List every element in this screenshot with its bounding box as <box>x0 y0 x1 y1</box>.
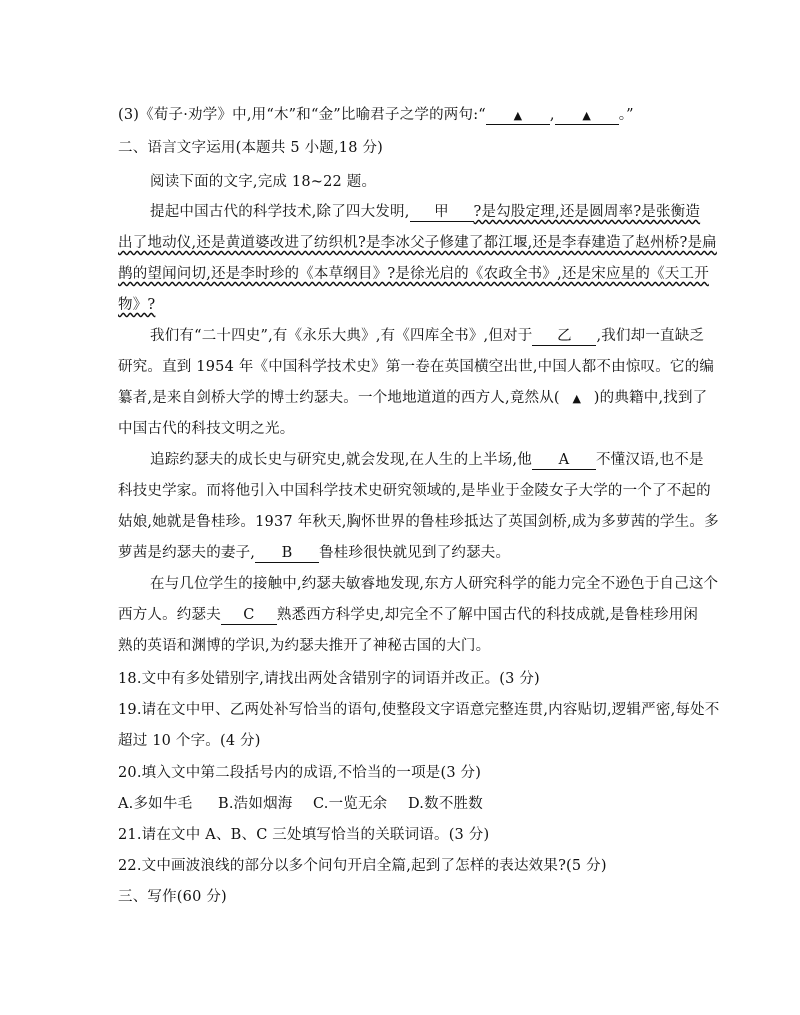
blank-jia: 甲 <box>410 204 474 222</box>
option-c: C.一览无余 <box>313 796 388 812</box>
question-20-options <box>118 794 703 814</box>
passage-p3-line-2: 科技史学家。而将他引入中国科学技术史研究领域的,是毕业于金陵女子大学的一个了不起的 <box>118 483 711 499</box>
q3-blank-1: ▲ <box>486 107 550 125</box>
q3-prefix: (3)《荀子·劝学》中,用“木”和“金”比喻君子之学的两句:“ <box>118 107 486 123</box>
question-19-line-1: 19.请在文中甲、乙两处补写恰当的语句,使整段文字语意完整连贯,内容贴切,逻辑严密,每处不 <box>118 702 720 718</box>
section-3-heading: 三、写作(60 分) <box>118 889 227 905</box>
passage-p3-line-3: 姑娘,她就是鲁桂珍。1937 年秋天,胸怀世界的鲁桂珍抵达了英国剑桥,成为多萝茜的学生。多 <box>118 514 719 530</box>
passage-p3-line-4: 萝茜是约瑟夫的妻子, B 鲁桂珍很快就见到了约瑟夫。 <box>118 545 511 561</box>
passage-p2-line-1: 我们有“二十四史”,有《永乐大典》,有《四库全书》,但对于 乙 ,我们却一直缺乏 <box>150 328 705 344</box>
passage-p1-line-2: 出了地动仪,还是黄道婆改进了纺织机?是李冰父子修建了都江堰,还是李春建造了赵州桥?是扁 <box>118 235 717 251</box>
question-22: 22.文中画波浪线的部分以多个问句开启全篇,起到了怎样的表达效果?(5 分) <box>118 858 607 874</box>
question-19-line-2: 超过 10 个字。(4 分) <box>118 733 261 749</box>
passage-p4-line-2: 西方人。约瑟夫 C 熟悉西方科学史,却完全不了解中国古代的科技成就,是鲁桂珍用闲 <box>118 607 699 623</box>
passage-p1-line-4: 物》? <box>118 297 156 313</box>
blank-yi: 乙 <box>532 328 596 346</box>
idiom-blank-marker: ▲ <box>572 392 582 405</box>
passage-p2-line-4: 中国古代的科技文明之光。 <box>118 421 295 437</box>
passage-p4-line-3: 熟的英语和渊博的学识,为约瑟夫推开了神秘古国的大门。 <box>118 638 491 654</box>
option-b: B.浩如烟海 <box>218 796 293 812</box>
question-20: 20.填入文中第二段括号内的成语,不恰当的一项是(3 分) <box>118 765 482 781</box>
passage-p4-line-1: 在与几位学生的接触中,约瑟夫敏睿地发现,东方人研究科学的能力完全不逊色于自己这个 <box>150 576 719 592</box>
option-a: A.多如牛毛 <box>118 796 193 812</box>
passage-p1-line-1: 提起中国古代的科学技术,除了四大发明, 甲 ?是勾股定理,还是圆周率?是张衡造 <box>150 204 701 220</box>
question-18: 18.文中有多处错别字,请找出两处含错别字的词语并改正。(3 分) <box>118 671 540 687</box>
reading-intro: 阅读下面的文字,完成 18~22 题。 <box>150 174 377 190</box>
blank-a: A <box>532 452 596 470</box>
passage-p1-line-3: 鹊的望闻问切,还是李时珍的《本草纲目》?是徐光启的《农政全书》,还是宋应星的《天工开 <box>118 266 709 282</box>
option-d: D.数不胜数 <box>408 796 483 812</box>
passage-p3-line-1: 追踪约瑟夫的成长史与研究史,就会发现,在人生的上半场,他 A 不懂汉语,也不是 <box>150 452 704 468</box>
blank-c: C <box>221 607 277 625</box>
section-2-heading: 二、语言文字运用(本题共 5 小题,18 分) <box>118 140 384 156</box>
passage-p2-line-3: 纂者,是来自剑桥大学的博士约瑟夫。一个地地道道的西方人,竟然从( ▲ )的典籍中,找到了 <box>118 388 703 409</box>
question-21: 21.请在文中 A、B、C 三处填写恰当的关联词语。(3 分) <box>118 827 490 843</box>
blank-b: B <box>255 545 319 563</box>
passage-p2-line-2: 研究。直到 1954 年《中国科学技术史》第一卷在英国横空出世,中国人都不由惊叹。它的编 <box>118 359 715 375</box>
question-3-line: (3)《荀子·劝学》中,用“木”和“金”比喻君子之学的两句:“ ▲ , ▲ 。” <box>118 107 634 123</box>
q3-blank-2: ▲ <box>555 107 619 125</box>
